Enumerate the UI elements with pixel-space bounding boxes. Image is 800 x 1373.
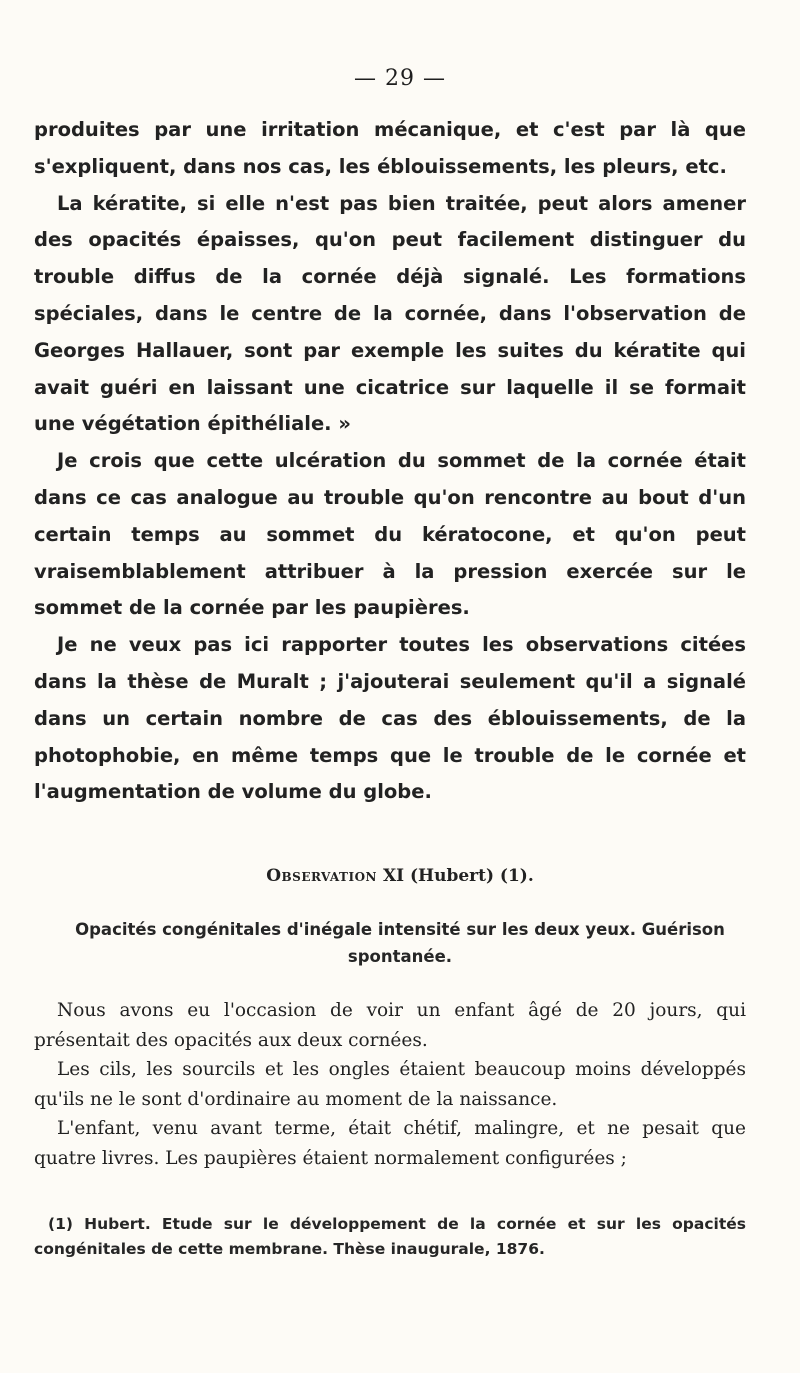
paragraph-ulceration: Je crois que cette ulcération du sommet de la cornée était dans ce cas analogue au trouble qu'on rencontre au bout d'un certain temps au sommet du kératocone, et qu'on peut vraisemblablement attribuer à la pression exercée sur le sommet de la cornée par les paupières.: [34, 449, 746, 620]
observation-paragraph-1: Nous avons eu l'occasion de voir un enfant âgé de 20 jours, qui présentait des opacités aux deux cornées.: [34, 1000, 746, 1051]
observation-subtitle: Opacités congénitales d'inégale intensité sur les deux yeux. Guérison spontanée.: [75, 920, 725, 966]
paragraph-keratite: La kératite, si elle n'est pas bien traitée, peut alors amener des opacités épaisses, qu'on peut facilement distinguer du trouble diffus de la cornée déjà signalé. Les formations spéciales, dans le centre de la cornée, dans l'observation de Georges Hallauer, sont par exemple les suites du kératite qui avait guéri en laissant une cicatrice sur laquelle il se formait une végétation épithéliale. »: [34, 191, 746, 436]
footnote: (1) Hubert. Etude sur le développement de la cornée et sur les opacités congénitales de cette membrane. Thèse inaugurale, 1876.: [34, 1215, 746, 1258]
paragraph-muralt: Je ne veux pas ici rapporter toutes les observations citées dans la thèse de Muralt ; j'ajouterai seulement qu'il a signalé dans un certain nombre de cas des éblouissements, de la photophobie, en même temps que le trouble de le cornée et l'augmentation de volume du globe.: [34, 633, 746, 804]
page-number: — 29 —: [354, 66, 446, 91]
observation-label: Observation: [266, 866, 378, 886]
observation-title-rest: XI (Hubert) (1).: [382, 866, 534, 886]
observation-title: [0, 866, 800, 886]
observation-paragraph-3: L'enfant, venu avant terme, était chétif, malingre, et ne pesait que quatre livres. Les paupières étaient normalement configurées ;: [34, 1118, 746, 1169]
paragraph-continuation: produites par une irritation mécanique, et c'est par là que s'expliquent, dans nos cas, les éblouissements, les pleurs, etc.: [34, 118, 746, 178]
observation-text: [34, 996, 746, 1173]
observation-paragraph-2: Les cils, les sourcils et les ongles étaient beaucoup moins développés qu'ils ne le sont d'ordinaire au moment de la naissance.: [34, 1059, 746, 1110]
main-text: [34, 112, 746, 811]
